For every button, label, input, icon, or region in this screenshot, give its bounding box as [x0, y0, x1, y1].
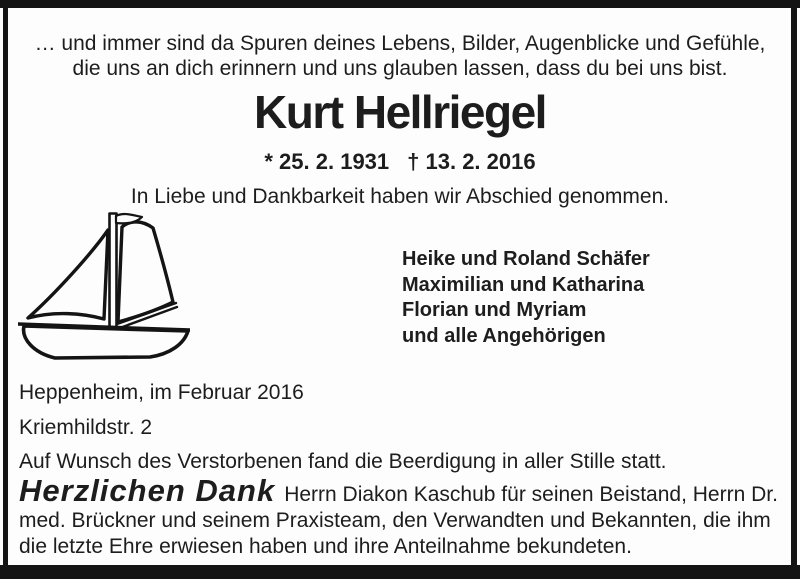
thanks-paragraph — [19, 473, 789, 560]
thanks-text: Herrn Diakon Kaschub für seinen Beistand, Herrn Dr. med. Brückner und seinem Praxisteam, den Verwandten und Bekannten, die ihm die letzte Ehre erwiesen haben und ihre Anteilnahme bekundeten. — [19, 483, 778, 558]
epigraph-line-2: die uns an dich erinnern und uns glauben lassen, dass du bei uns bist. — [72, 57, 728, 80]
thanks-heading: Herzlichen Dank — [19, 473, 276, 508]
place-and-date: Heppenheim, im Februar 2016 — [19, 381, 304, 404]
mourner-line-4: und alle Angehörigen — [402, 324, 606, 347]
address: Kriemhildstr. 2 — [19, 416, 153, 439]
frame-top-border — [0, 0, 800, 8]
epigraph — [0, 31, 800, 81]
epigraph-line-1: … und immer sind da Spuren deines Lebens, Bilder, Augenblicke und Gefühle, — [34, 32, 766, 55]
death-date: † 13. 2. 2016 — [407, 149, 536, 174]
life-dates — [0, 149, 800, 175]
mourners-list — [402, 247, 650, 349]
frame-bottom-border — [0, 565, 800, 579]
deceased-name: Kurt Hellriegel — [254, 86, 546, 138]
burial-note: Auf Wunsch des Verstorbenen fand die Beerdigung in aller Stille statt. — [19, 450, 667, 473]
jib-sail — [28, 230, 108, 319]
mourner-line-2: Maximilian und Katharina — [402, 273, 645, 296]
farewell-line: In Liebe und Dankbarkeit haben wir Abschied genommen. — [130, 185, 670, 208]
hull — [24, 326, 188, 358]
mourner-line-3: Florian und Myriam — [402, 299, 587, 321]
sailboat-illustration — [18, 211, 190, 363]
birth-date: * 25. 2. 1931 — [264, 149, 390, 174]
mourner-line-1: Heike und Roland Schäfer — [402, 248, 650, 270]
mast — [110, 214, 117, 330]
